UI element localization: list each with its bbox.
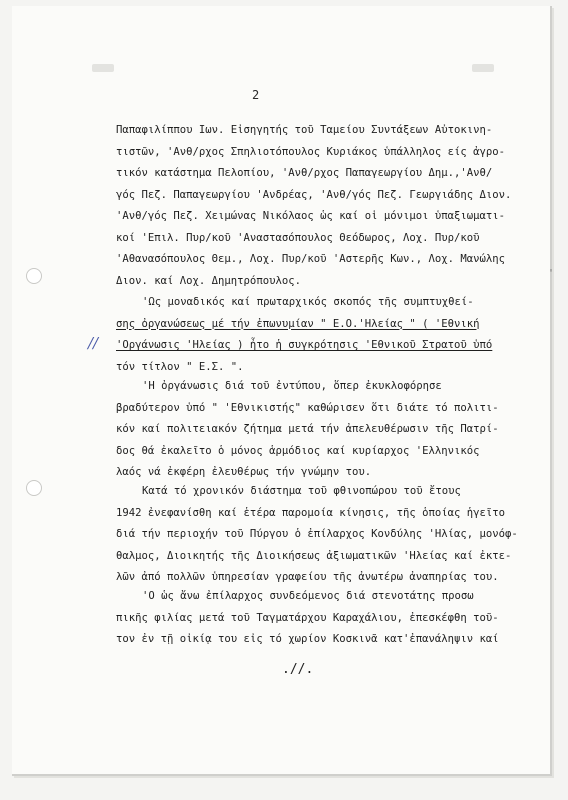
paragraph-3 <box>116 376 536 484</box>
bleed-through-mark <box>472 64 494 72</box>
paragraph-4 <box>116 481 536 589</box>
margin-handwritten-note: // <box>88 334 99 352</box>
page-number: 2 <box>252 88 260 102</box>
text-line: διά τήν περιοχήν τοῦ Πύργου ὁ ἐπίλαρχος Κονδύλης 'Ηλίας, μονόφ- <box>116 528 518 540</box>
text-line: θαλμος, Διοικητής τῆς Διοικήσεως ἀξιωματικῶν 'Ηλείας καί ἐκτε- <box>116 549 512 562</box>
paragraph-5 <box>116 586 536 651</box>
text-line: 'Ανθ/γός Πεζ. Χειμώνας Νικόλαος ὡς καί οἱ μόνιμοι ὑπαξιωματι- <box>116 210 506 222</box>
paragraph-2 <box>116 292 536 378</box>
text-line: πικῆς φιλίας μετά τοῦ Ταγματάρχου Καραχάλιου, ἐπεσκέφθη τοῦ- <box>116 611 499 624</box>
text-line: κοί 'Επιλ. Πυρ/κοῦ 'Αναστασόπουλος Θεόδωρος, Λοχ. Πυρ/κοῦ <box>116 231 480 244</box>
text-line: κόν καί πολιτειακόν ζήτημα μετά τήν ἀπελευθέρωσιν τῆς Πατρί- <box>116 423 499 435</box>
continuation-mark: .//. <box>282 662 314 677</box>
text-line: τιστῶν, 'Ανθ/ρχος Σπηλιοτόπουλος Κυριάκος ὑπάλληλος είς ἀγρο- <box>116 145 506 158</box>
text-line: 'Ο ὡς ἄνω ἐπίλαρχος συνδεόμενος διά στενοτάτης προσω <box>142 590 474 602</box>
text-line: Κατά τό χρονικόν διάστημα τοῦ φθινοπώρου τοῦ ἔτους <box>142 485 461 497</box>
text-line: γός Πεζ. Παπαγεωργίου 'Ανδρέας, 'Ανθ/γός Πεζ. Γεωργιάδης Διον. <box>116 188 512 201</box>
text-line: βραδύτερον ὑπό " 'Εθνικιστής" καθώρισεν ὅτι διάτε τό πολιτι- <box>116 401 499 414</box>
text-line: 'Ως μοναδικός καί πρωταρχικός σκοπός τῆς συμπτυχθεί- <box>142 296 474 308</box>
text-line: τον ἐν τῇ οἰκίᾳ του εἰς τό χωρίον Κοσκινᾶ κατ'ἐπανάληψιν καί <box>116 633 499 645</box>
edge-tick-mark: ' <box>548 268 555 279</box>
text-line: λῶν ἀπό πολλῶν ὑπηρεσίαν γραφείου τῆς ἀνωτέρω ἀναπηρίας του. <box>116 571 499 583</box>
text-line: 'Αθανασόπουλος Θεμ., Λοχ. Πυρ/κοῦ 'Αστερῆς Κων., Λοχ. Μανώλης <box>116 253 506 265</box>
text-line: τόν τίτλον " Ε.Σ. ". <box>116 360 244 373</box>
punch-hole <box>26 268 42 284</box>
paragraph-1 <box>116 120 536 292</box>
text-line: 'Η ὀργάνωσις διά τοῦ ἐντύπου, ὅπερ ἐκυκλοφόρησε <box>142 380 442 392</box>
text-line: Παπαφιλίππου Ιων. Εἰσηγητής τοῦ Ταμείου Συντάξεων Αὐτοκινη- <box>116 124 493 136</box>
text-line-underlined: 'Οργάνωσις 'Ηλείας ) ἦτο ἡ συγκρότησις 'Εθνικοῦ Στρατοῦ ὑπό <box>116 339 493 351</box>
text-line-underlined: σης ὀργανώσεως μέ τήν ἐπωνυμίαν " Ε.Ο.'Ηλείας " ( 'Εθνική <box>116 317 480 330</box>
text-line: Διον. καί Λοχ. Δημητρόπουλος. <box>116 274 301 287</box>
punch-hole <box>26 480 42 496</box>
text-line: 1942 ἐνεφανίσθη καί ἑτέρα παρομοία κίνησις, τῆς ὁποίας ἡγεῖτο <box>116 506 506 519</box>
text-line: δος θά ἐκαλεῖτο ὁ μόνος ἁρμόδιος καί κυρίαρχος 'Ελληνικός <box>116 444 480 457</box>
text-line: τικόν κατάστημα Πελοπίου, 'Ανθ/ρχος Παπαγεωργίου Δημ.,'Ανθ/ <box>116 167 493 179</box>
text-line: λαός νά ἐκφέρη ἐλευθέρως τήν γνώμην του. <box>116 466 372 478</box>
bleed-through-mark <box>92 64 114 72</box>
